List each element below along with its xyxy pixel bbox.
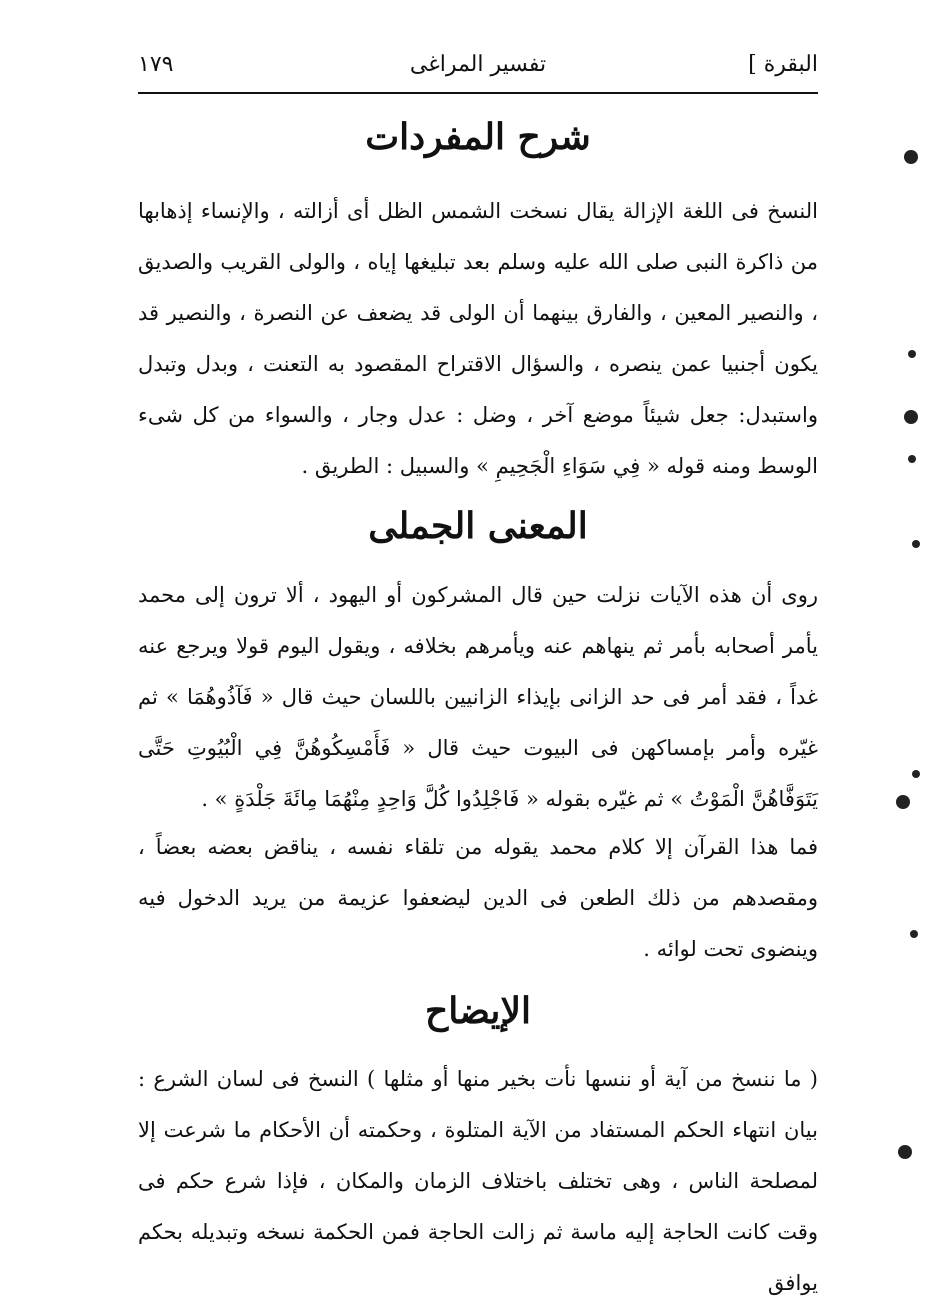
margin-ink-mark — [904, 150, 918, 164]
header-rule — [138, 92, 818, 94]
vocabulary-paragraph: النسخ فى اللغة الإزالة يقال نسخت الشمس الظل أى أزالته ، والإنساء إذهابها من ذاكرة النبى صلى الله عليه وسلم بعد تبليغها إياه ، والولى القريب والصديق ، والنصير المعين ، والفارق بينهما أن الولى قد يضعف عن النصرة ، والنصير قد يكون أجنبيا عمن ينصره ، والسؤال الاقتراح المقصود به التعنت ، وبدل وتبدل واستبدل: جعل شيئاً موضع آخر ، وضل : عدل وجار ، والسواء من كل شىء الوسط ومنه قوله « فِي سَوَاءِ الْجَحِيمِ » والسبيل : الطريق . — [138, 199, 818, 478]
margin-ink-mark — [898, 1145, 912, 1159]
margin-ink-mark — [908, 455, 916, 463]
running-header — [138, 48, 818, 88]
page-number: ١٧٩ — [138, 52, 174, 77]
margin-ink-mark — [910, 930, 918, 938]
margin-ink-mark — [896, 795, 910, 809]
margin-ink-mark — [912, 770, 920, 778]
section-heading-vocabulary: شرح المفردات — [365, 116, 591, 158]
explanation-paragraph: ( ما ننسخ من آية أو ننسها نأت بخير منها أو مثلها ) النسخ فى لسان الشرع : بيان انتهاء الحكم المستفاد من الآية المتلوة ، وحكمته أن الأحكام ما شرعت إلا لمصلحة الناس ، وهى تختلف باختلاف الزمان والمكان ، فإذا شرع حكم فى وقت كانت الحاجة إليه ماسة ثم زالت الحاجة فمن الحكمة نسخه وتبديله بحكم يوافق — [138, 1067, 818, 1295]
section-heading-explanation: الإيضاح — [425, 990, 531, 1032]
margin-ink-mark — [912, 540, 920, 548]
surah-name: البقرة ] — [748, 52, 818, 77]
margin-ink-mark — [908, 350, 916, 358]
margin-ink-mark — [904, 410, 918, 424]
summary-paragraph-2: فما هذا القرآن إلا كلام محمد يقوله من تلقاء نفسه ، يناقض بعضه بعضاً ، ومقصدهم من ذلك الطعن فى الدين ليضعفوا عزيمة من يريد الدخول فيه وينضوى تحت لوائه . — [138, 835, 818, 961]
section-heading-summary: المعنى الجملى — [368, 505, 588, 547]
book-title: تفسير المراغى — [409, 52, 547, 77]
summary-paragraph-1: روى أن هذه الآيات نزلت حين قال المشركون أو اليهود ، ألا ترون إلى محمد يأمر أصحابه بأمر ثم ينهاهم عنه ويأمرهم بخلافه ، ويقول اليوم قولا ويرجع عنه غداً ، فقد أمر فى حد الزانى بإيذاء الزانيين باللسان حيث قال « فَآذُوهُمَا » ثم غيّره وأمر بإمساكهن فى البيوت حيث قال « فَأَمْسِكُوهُنَّ فِي الْبُيُوتِ حَتَّى يَتَوَفَّاهُنَّ الْمَوْتُ » ثم غيّره بقوله « فَاجْلِدُوا كُلَّ وَاحِدٍ مِنْهُمَا مِائَةَ جَلْدَةٍ » . — [138, 583, 818, 811]
